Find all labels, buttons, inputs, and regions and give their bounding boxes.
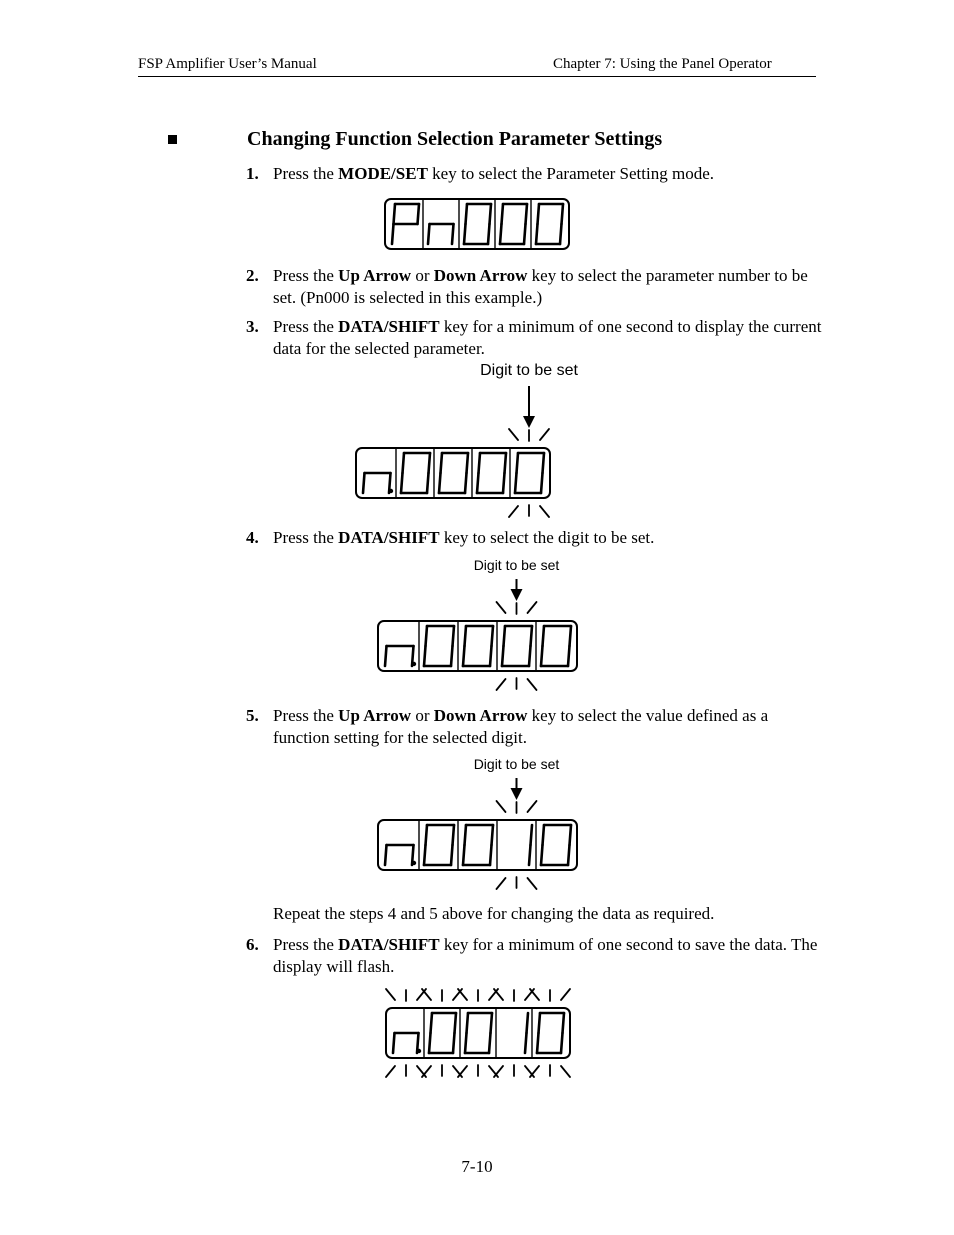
arrow-down-icon: [511, 778, 523, 800]
segment-f: [466, 204, 468, 224]
key-name: DATA/SHIFT: [338, 528, 440, 547]
segment-b: [453, 825, 455, 845]
step-4: [246, 527, 826, 549]
step-text-run: key to select the value defined as a function setting for the selected digit.: [273, 706, 769, 747]
segment-b: [492, 626, 494, 646]
segment-f: [479, 453, 481, 473]
step-number: 2.: [246, 266, 259, 285]
ray: [417, 989, 426, 1000]
ray: [453, 989, 462, 1000]
segment-f: [394, 204, 396, 224]
digit-3: [477, 453, 506, 493]
panel-display-svg: [355, 372, 553, 524]
digit-4: [536, 204, 563, 244]
step-3: [246, 316, 826, 360]
segment-c: [561, 1033, 563, 1053]
ray: [561, 1066, 570, 1077]
digit-3: [525, 1013, 528, 1053]
segment-c: [451, 646, 453, 666]
segment-e: [536, 224, 538, 244]
segment-c: [427, 473, 429, 493]
segment-b: [490, 204, 492, 224]
digit-2: [465, 1013, 492, 1053]
ray: [417, 1066, 426, 1077]
segment-e: [463, 646, 465, 666]
segment-f: [465, 626, 467, 646]
panel-display-step4: [377, 557, 580, 702]
segment-c: [503, 473, 505, 493]
decimal-point: [412, 861, 416, 865]
panel-display-svg: [377, 563, 580, 697]
segment-c: [568, 845, 570, 865]
ray: [422, 1066, 431, 1077]
step-number: 5.: [246, 706, 259, 725]
digit-0: [363, 473, 391, 493]
segment-b: [527, 1013, 529, 1033]
step-text-run: Press the: [273, 317, 339, 336]
section-title: Changing Function Selection Parameter Settings: [247, 128, 663, 150]
segment-e: [393, 1033, 395, 1053]
segment-b: [455, 1013, 457, 1033]
step-text-run: key to select the digit to be set.: [439, 528, 655, 547]
flash-indicator-icon: [458, 989, 498, 1077]
segment-c: [488, 224, 490, 244]
ray: [458, 989, 467, 1000]
ray: [497, 878, 506, 889]
segment-c: [568, 646, 570, 666]
segment-e: [428, 224, 430, 244]
page-number: 7-10: [461, 1157, 493, 1176]
key-name: DATA/SHIFT: [338, 317, 440, 336]
arrow-down-icon: [511, 579, 523, 601]
segment-e: [463, 845, 465, 865]
digit-2: [464, 204, 491, 244]
segment-b: [570, 825, 572, 845]
digit-4: [515, 453, 544, 493]
segment-e: [385, 646, 387, 666]
segment-f: [441, 453, 443, 473]
digit-1: [428, 224, 454, 244]
flash-indicator-icon: [494, 989, 534, 1077]
ray: [525, 989, 534, 1000]
segment-c: [452, 224, 454, 244]
segment-e: [424, 646, 426, 666]
ray: [528, 602, 537, 613]
step-text-run: Press the: [273, 706, 339, 725]
repeat-note: Repeat the steps 4 and 5 above for changing the data as required.: [273, 904, 715, 923]
panel-display-step5: [377, 756, 580, 901]
segment-c: [529, 845, 531, 865]
panel-display-svg: [377, 762, 580, 896]
segment-e: [515, 473, 517, 493]
segment-b: [570, 626, 572, 646]
segment-b: [453, 626, 455, 646]
ray: [528, 878, 537, 889]
segment-b: [492, 825, 494, 845]
segment-e: [385, 845, 387, 865]
ray: [530, 989, 539, 1000]
segment-f: [517, 453, 519, 473]
ray: [489, 1066, 498, 1077]
ray: [422, 989, 431, 1000]
panel-display-pn000: [384, 199, 572, 280]
digit-0: [392, 204, 419, 244]
digit-0: [385, 845, 414, 865]
digit-to-be-set-label: Digit to be set: [480, 362, 578, 379]
step-text: [246, 934, 826, 978]
panel-display-step3: [355, 362, 578, 529]
ray: [497, 801, 506, 812]
segment-c: [489, 1033, 491, 1053]
ray: [530, 1066, 539, 1077]
segment-f: [467, 1013, 469, 1033]
key-name: MODE/SET: [338, 164, 428, 183]
segment-e: [537, 1033, 539, 1053]
segment-e: [465, 1033, 467, 1053]
segment-c: [490, 646, 492, 666]
step-text-run: key for a minimum of one second to save the data. The display will flash.: [273, 935, 818, 976]
segment-b: [505, 453, 507, 473]
segment-e: [363, 473, 365, 493]
digit-1: [424, 626, 454, 666]
ray: [509, 429, 518, 440]
decimal-point: [389, 489, 393, 493]
segment-e: [464, 224, 466, 244]
step-text-run: Press the: [273, 266, 339, 285]
segment-c: [451, 845, 453, 865]
segment-e: [401, 473, 403, 493]
key-name: Up Arrow: [338, 266, 412, 285]
key-name: Down Arrow: [433, 706, 528, 725]
segment-b: [562, 204, 564, 224]
ray: [489, 989, 498, 1000]
step-text-run: key to select the parameter number to be set. (Pn000 is selected in this example.): [273, 266, 808, 307]
segment-f: [426, 626, 428, 646]
header-chapter-title: Chapter 7: Using the Panel Operator: [553, 56, 772, 72]
segment-b: [531, 626, 533, 646]
step-number: 1.: [246, 164, 259, 183]
decimal-point: [412, 662, 416, 666]
step-text-run: Press the: [273, 935, 339, 954]
digit-3: [500, 204, 527, 244]
digit-4: [541, 626, 571, 666]
ray: [497, 602, 506, 613]
segment-b: [563, 1013, 565, 1033]
segment-e: [429, 1033, 431, 1053]
ray: [453, 1066, 462, 1077]
segment-f: [465, 825, 467, 845]
segment-f: [431, 1013, 433, 1033]
segment-b: [526, 204, 528, 224]
segment-e: [439, 473, 441, 493]
step-text-run: or: [411, 706, 434, 725]
panel-display-svg: [384, 199, 572, 275]
digit-4: [541, 825, 571, 865]
header-manual-title: FSP Amplifier User’s Manual: [138, 56, 317, 72]
segment-c: [529, 646, 531, 666]
segment-b: [418, 204, 420, 224]
flash-indicator-icon: [422, 989, 462, 1077]
segment-b: [543, 453, 545, 473]
square-bullet-icon: [168, 135, 177, 144]
segment-f: [543, 825, 545, 845]
ray: [494, 1066, 503, 1077]
digit-2: [439, 453, 468, 493]
digit-1: [429, 1013, 456, 1053]
segment-c: [490, 845, 492, 865]
segment-f: [543, 626, 545, 646]
segment-e: [424, 845, 426, 865]
step-text-run: Press the: [273, 164, 339, 183]
step-number: 4.: [246, 528, 259, 547]
step-text-run: or: [411, 266, 434, 285]
header-rule: [138, 76, 816, 77]
step-1: [246, 163, 826, 185]
ray: [525, 1066, 534, 1077]
digit-2: [463, 825, 493, 865]
ray: [458, 1066, 467, 1077]
step-text: [246, 163, 826, 185]
ray: [561, 989, 570, 1000]
segment-f: [539, 1013, 541, 1033]
segment-c: [541, 473, 543, 493]
step-5: [246, 705, 826, 749]
segment-e: [477, 473, 479, 493]
step-number: 3.: [246, 317, 259, 336]
digit-3: [529, 825, 532, 865]
step-text-run: key for a minimum of one second to display the current data for the selected parameter.: [273, 317, 822, 358]
segment-b: [491, 1013, 493, 1033]
ray: [497, 679, 506, 690]
key-name: DATA/SHIFT: [338, 935, 440, 954]
ray: [540, 429, 549, 440]
segment-f: [426, 825, 428, 845]
segment-e: [541, 646, 543, 666]
decimal-point: [417, 1049, 421, 1053]
digit-4: [537, 1013, 564, 1053]
step-text: [246, 316, 826, 360]
digit-0: [393, 1033, 419, 1053]
digit-3: [502, 626, 532, 666]
step-text-run: key to select the Parameter Setting mode.: [427, 164, 714, 183]
key-name: Down Arrow: [433, 266, 528, 285]
arrow-down-icon: [523, 386, 535, 428]
segment-f: [403, 453, 405, 473]
digit-1: [424, 825, 454, 865]
segment-c: [560, 224, 562, 244]
digit-2: [463, 626, 493, 666]
segment-e: [392, 224, 394, 244]
segment-b: [467, 453, 469, 473]
segment-e: [541, 845, 543, 865]
segment-f: [504, 626, 506, 646]
ray: [540, 506, 549, 517]
segment-c: [465, 473, 467, 493]
panel-display-step6: [385, 988, 573, 1089]
segment-f: [538, 204, 540, 224]
segment-e: [502, 646, 504, 666]
step-text-run: Press the: [273, 528, 339, 547]
ray: [509, 506, 518, 517]
segment-f: [502, 204, 504, 224]
segment-c: [524, 224, 526, 244]
segment-c: [453, 1033, 455, 1053]
ray: [494, 989, 503, 1000]
digit-to-be-set-label: Digit to be set: [473, 756, 560, 772]
step-text: [246, 705, 826, 749]
ray: [386, 989, 395, 1000]
digit-to-be-set-label: Digit to be set: [473, 557, 560, 573]
key-name: Up Arrow: [338, 706, 412, 725]
segment-e: [500, 224, 502, 244]
ray: [528, 801, 537, 812]
flash-indicator-icon: [530, 989, 570, 1077]
ray: [528, 679, 537, 690]
digit-1: [401, 453, 430, 493]
step-number: 6.: [246, 935, 259, 954]
segment-b: [429, 453, 431, 473]
digit-0: [385, 646, 414, 666]
segment-b: [531, 825, 533, 845]
ray: [386, 1066, 395, 1077]
panel-display-svg: [385, 988, 573, 1084]
step-text: [246, 527, 826, 549]
step-6: [246, 934, 826, 978]
segment-c: [525, 1033, 527, 1053]
